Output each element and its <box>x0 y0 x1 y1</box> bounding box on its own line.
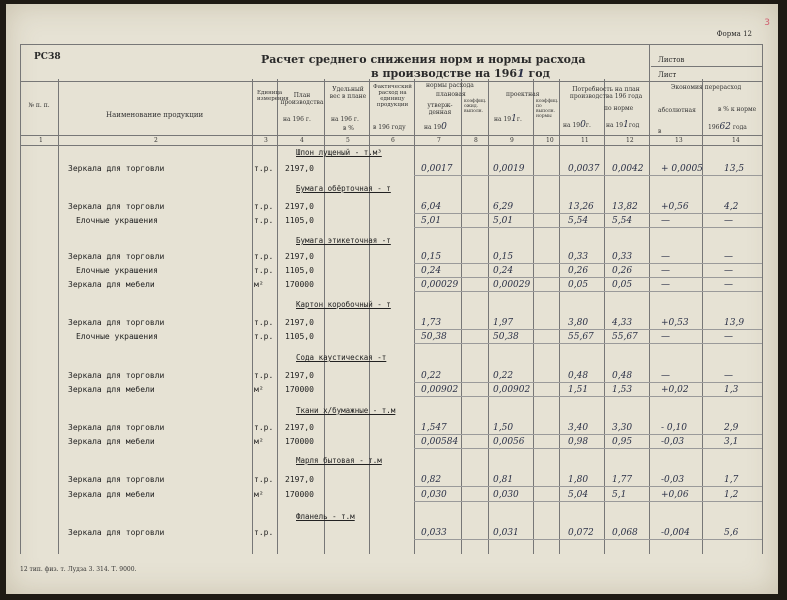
col-line <box>559 79 560 554</box>
col-header-5b: на 196 г. <box>331 116 359 123</box>
col-header-6b: в 196 году <box>373 124 406 131</box>
need-current: 5,54 <box>568 216 589 226</box>
row-rule <box>414 227 762 228</box>
need-projected: 0,068 <box>612 528 638 538</box>
need-projected: 5,1 <box>612 490 627 500</box>
product-name: Зеркала для торговли <box>68 318 165 327</box>
col-line <box>488 79 489 554</box>
row-rule <box>414 434 762 435</box>
economy-percent: — <box>724 266 733 276</box>
col-line <box>762 44 763 554</box>
row-rule <box>414 382 762 383</box>
norm-approved: 1,73 <box>421 318 442 328</box>
col-header-12-suffix: год <box>628 122 640 129</box>
col-header-12-digit: 1 <box>623 120 629 130</box>
product-name: Зеркала для торговли <box>68 202 165 211</box>
norm-approved: 0,00584 <box>421 437 459 447</box>
document-sheet <box>6 4 778 594</box>
col-header-11-digit: 0 <box>580 120 586 130</box>
norm-projected: 0,030 <box>493 490 519 500</box>
plan-value: 2197,0 <box>285 423 314 432</box>
col-line <box>58 79 59 554</box>
title-year-digit: 1 <box>517 67 525 80</box>
need-current: 1,80 <box>568 475 589 485</box>
unit: т.р. <box>254 216 274 225</box>
section-title: Сода каустическая -т <box>296 353 387 362</box>
row-rule <box>414 291 762 292</box>
norm-projected: 0,81 <box>493 475 514 485</box>
norm-projected: 1,50 <box>493 423 514 433</box>
plan-value: 2197,0 <box>285 202 314 211</box>
col-header-8: коэффиц. ожид. выполн. <box>464 99 487 114</box>
col-header-5a: Удельный вес в плане <box>329 86 367 100</box>
column-number: 4 <box>300 137 304 144</box>
section-title: Фланель - т.м <box>296 512 355 521</box>
column-number: 2 <box>154 137 158 144</box>
section-title: Ткани х/бумажные - т.м <box>296 406 396 415</box>
need-projected: 3,30 <box>612 423 633 433</box>
economy-percent: — <box>724 332 733 342</box>
column-number: 13 <box>675 137 683 144</box>
econ-header: Экономия перерасход <box>670 84 742 91</box>
plan-value: 2197,0 <box>285 475 314 484</box>
col-line <box>533 79 534 554</box>
proj-header: проектная <box>506 91 540 98</box>
col-header-12 <box>606 120 639 130</box>
plan-value: 2197,0 <box>285 318 314 327</box>
need-current: 0,98 <box>568 437 589 447</box>
unit: т.р. <box>254 423 274 432</box>
product-name: Елочные украшения <box>76 216 158 225</box>
plan-value: 1105,0 <box>285 216 314 225</box>
col-header-10: коэффиц. по выполн. нормы <box>536 99 559 119</box>
product-name: Зеркала для торговли <box>68 475 165 484</box>
need-projected: 0,26 <box>612 266 633 276</box>
section-title: Бумага этикеточная -т <box>296 236 391 245</box>
need-current: 0,26 <box>568 266 589 276</box>
economy-absolute: - 0,10 <box>661 423 687 433</box>
economy-percent: 5,6 <box>724 528 739 538</box>
column-number: 1 <box>39 137 43 144</box>
column-number: 11 <box>581 137 589 144</box>
col-header-4a: План производства <box>280 92 324 106</box>
product-name: Зеркала для торговли <box>68 371 165 380</box>
norm-projected: 0,15 <box>493 252 514 262</box>
col-header-14b <box>708 122 747 132</box>
col-header-11-text: на 19 <box>563 122 581 129</box>
norm-projected: 0,0019 <box>493 164 525 174</box>
plan-value: 2197,0 <box>285 252 314 261</box>
col-line <box>649 44 650 554</box>
section-title: Шпон лущеный - т.м³ <box>296 148 382 157</box>
col-line <box>414 79 415 554</box>
economy-absolute: -0,03 <box>661 437 685 447</box>
norm-approved: 0,033 <box>421 528 447 538</box>
plan-value: 2197,0 <box>285 371 314 380</box>
col-header-9-suffix: г. <box>516 116 522 123</box>
col-header-14b-suffix: года <box>732 124 747 131</box>
economy-percent: 13,9 <box>724 318 745 328</box>
economy-absolute: — <box>661 266 670 276</box>
column-number: 6 <box>391 137 395 144</box>
need-projected: 4,33 <box>612 318 633 328</box>
row-rule <box>414 329 762 330</box>
norm-projected: 0,22 <box>493 371 514 381</box>
plan-value: 1105,0 <box>285 332 314 341</box>
need-current: 0,48 <box>568 371 589 381</box>
need-current: 55,67 <box>568 332 594 342</box>
col-header-13: абсолютная <box>658 107 696 114</box>
unit: т.р. <box>254 266 274 275</box>
need-projected: 5,54 <box>612 216 633 226</box>
row-rule <box>414 539 762 540</box>
norm-approved: 0,00902 <box>421 385 459 395</box>
economy-absolute: — <box>661 332 670 342</box>
unit: т.р. <box>254 202 274 211</box>
norm-projected: 1,97 <box>493 318 514 328</box>
norm-projected: 50,38 <box>493 332 519 342</box>
economy-percent: 4,2 <box>724 202 739 212</box>
plan-header: плановая <box>436 91 466 98</box>
sheets-label: Листов <box>658 56 685 64</box>
norm-approved: 0,15 <box>421 252 442 262</box>
unit: т.р. <box>254 332 274 341</box>
norm-approved: 1,547 <box>421 423 447 433</box>
col-header-4b: на 196 г. <box>283 116 311 123</box>
need-projected: 0,33 <box>612 252 633 262</box>
economy-percent: 1,2 <box>724 490 739 500</box>
need-current: 3,80 <box>568 318 589 328</box>
col-header-9-digit: 1 <box>511 114 517 124</box>
sheet-box-line <box>651 66 762 67</box>
economy-percent: — <box>724 252 733 262</box>
economy-percent: 1,3 <box>724 385 739 395</box>
unit: т.р. <box>254 318 274 327</box>
need-current: 0,072 <box>568 528 594 538</box>
row-rule <box>414 448 762 449</box>
col-header-7b-text: на 19 <box>424 124 442 131</box>
colhead-bottom-line <box>20 135 762 136</box>
form-code: РСЗ8 <box>34 52 61 62</box>
col-line <box>277 79 278 554</box>
norm-projected: 0,0056 <box>493 437 525 447</box>
plan-value: 2197,0 <box>285 164 314 173</box>
need-current: 5,04 <box>568 490 589 500</box>
need2-header: по норме <box>604 105 634 112</box>
need-current: 0,33 <box>568 252 589 262</box>
column-number: 9 <box>510 137 514 144</box>
unit: т.р. <box>254 475 274 484</box>
economy-percent: — <box>724 371 733 381</box>
header-top-line <box>20 44 762 45</box>
column-number: 12 <box>626 137 634 144</box>
economy-absolute: + 0,0005 <box>661 164 703 174</box>
col-header-9 <box>494 114 522 124</box>
col-header-3: Единица измерения <box>257 90 289 102</box>
unit: т.р. <box>254 371 274 380</box>
product-name: Зеркала для торговли <box>68 528 165 537</box>
row-rule <box>414 343 762 344</box>
economy-absolute: — <box>661 252 670 262</box>
title-suffix: год <box>528 67 550 80</box>
norm-projected: 5,01 <box>493 216 514 226</box>
need-current: 13,26 <box>568 202 594 212</box>
need-projected: 0,0042 <box>612 164 644 174</box>
col-line <box>252 79 253 554</box>
column-number: 10 <box>546 137 554 144</box>
row-rule <box>414 277 762 278</box>
col-header-7b <box>424 122 447 132</box>
economy-percent: 13,5 <box>724 164 745 174</box>
col-header-5c: в % <box>343 125 354 132</box>
col-header-14: в % к норме <box>718 106 757 113</box>
row-rule <box>414 175 762 176</box>
section-title: Картон коробочный - т <box>296 300 391 309</box>
col-line <box>20 44 21 554</box>
norm-projected: 0,00029 <box>493 280 531 290</box>
plan-value: 170000 <box>285 280 314 289</box>
unit: м² <box>254 280 264 289</box>
col-header-2: Наименование продукции <box>106 111 204 119</box>
need-current: 0,0037 <box>568 164 600 174</box>
plan-value: 1105,0 <box>285 266 314 275</box>
economy-absolute: +0,56 <box>661 202 689 212</box>
col-header-7a: утверж-денная <box>427 102 453 116</box>
economy-percent: 2,9 <box>724 423 739 433</box>
economy-absolute: — <box>661 216 670 226</box>
unit: м² <box>254 437 264 446</box>
product-name: Зеркала для мебели <box>68 280 155 289</box>
economy-percent: 1,7 <box>724 475 739 485</box>
col-header-6a: Фактический расход на единицу продукции <box>373 84 412 108</box>
need-projected: 0,05 <box>612 280 633 290</box>
col-line <box>461 79 462 554</box>
title-line2-text: в производстве на 196 <box>371 67 517 80</box>
plan-value: 170000 <box>285 385 314 394</box>
norm-projected: 0,00902 <box>493 385 531 395</box>
norm-approved: 50,38 <box>421 332 447 342</box>
unit: т.р. <box>254 528 274 537</box>
product-name: Зеркала для торговли <box>68 252 165 261</box>
norm-projected: 6,29 <box>493 202 514 212</box>
economy-percent: 3,1 <box>724 437 739 447</box>
unit: т.р. <box>254 164 274 173</box>
need-projected: 1,53 <box>612 385 633 395</box>
need-current: 3,40 <box>568 423 589 433</box>
need-projected: 0,48 <box>612 371 633 381</box>
col-header-1: № п. п. <box>28 102 50 109</box>
plan-value: 170000 <box>285 490 314 499</box>
section-title: Марля бытовая - т.м <box>296 456 382 465</box>
norm-projected: 0,24 <box>493 266 514 276</box>
norm-approved: 0,22 <box>421 371 442 381</box>
norms-header: нормы расхода <box>426 82 474 89</box>
col-line <box>702 79 703 554</box>
economy-absolute: +0,02 <box>661 385 689 395</box>
norm-approved: 5,01 <box>421 216 442 226</box>
col-header-12-text: на 19 <box>606 122 624 129</box>
column-number: 14 <box>732 137 740 144</box>
row-rule <box>414 396 762 397</box>
col-header-9-text: на 19 <box>494 116 512 123</box>
col-header-11-suffix: г. <box>585 122 591 129</box>
section-title: Бумага обёрточная - т <box>296 184 391 193</box>
title-line1: Расчет среднего снижения норм и нормы расхода <box>261 53 586 66</box>
product-name: Зеркала для мебели <box>68 385 155 394</box>
need-header: Потребность на план производства 196 года <box>569 86 643 100</box>
product-name: Елочные украшения <box>76 332 158 341</box>
economy-absolute: -0,03 <box>661 475 685 485</box>
column-number: 8 <box>474 137 478 144</box>
product-name: Зеркала для мебели <box>68 490 155 499</box>
product-name: Зеркала для торговли <box>68 423 165 432</box>
norm-projected: 0,031 <box>493 528 519 538</box>
need-current: 0,05 <box>568 280 589 290</box>
product-name: Зеркала для торговли <box>68 164 165 173</box>
need-projected: 13,82 <box>612 202 638 212</box>
economy-percent: — <box>724 280 733 290</box>
row-rule <box>414 263 762 264</box>
norm-approved: 0,030 <box>421 490 447 500</box>
economy-absolute: — <box>661 371 670 381</box>
need-current: 1,51 <box>568 385 589 395</box>
norm-approved: 6,04 <box>421 202 442 212</box>
need-projected: 55,67 <box>612 332 638 342</box>
form-label: Форма 12 <box>716 30 752 38</box>
colnum-bottom-line <box>20 145 762 146</box>
header-bottom-line <box>20 81 762 82</box>
economy-absolute: +0,06 <box>661 490 689 500</box>
column-number: 5 <box>346 137 350 144</box>
economy-absolute: — <box>661 280 670 290</box>
norm-approved: 0,24 <box>421 266 442 276</box>
norm-approved: 0,0017 <box>421 164 453 174</box>
col-header-13b: в <box>658 128 662 135</box>
row-rule <box>414 501 762 502</box>
col-header-14b-digit: 62 <box>719 122 731 132</box>
page-number: 3 <box>764 18 770 28</box>
col-header-14b-text: 196 <box>708 124 720 131</box>
norm-approved: 0,82 <box>421 475 442 485</box>
column-number: 3 <box>264 137 268 144</box>
economy-percent: — <box>724 216 733 226</box>
col-header-7b-digit: 0 <box>441 122 447 132</box>
row-rule <box>414 486 762 487</box>
unit: м² <box>254 490 264 499</box>
economy-absolute: -0,004 <box>661 528 690 538</box>
list-label: Лист <box>658 71 677 79</box>
product-name: Елочные украшения <box>76 266 158 275</box>
footer-imprint: 12 тип. физ. т. Лудза 3. 314. Т. 9000. <box>20 566 137 573</box>
plan-value: 170000 <box>285 437 314 446</box>
unit: м² <box>254 385 264 394</box>
col-line <box>604 79 605 554</box>
economy-absolute: +0,53 <box>661 318 689 328</box>
norm-approved: 0,00029 <box>421 280 459 290</box>
need-projected: 0,95 <box>612 437 633 447</box>
product-name: Зеркала для мебели <box>68 437 155 446</box>
col-header-11 <box>563 120 591 130</box>
unit: т.р. <box>254 252 274 261</box>
column-number: 7 <box>437 137 441 144</box>
need-projected: 1,77 <box>612 475 633 485</box>
row-rule <box>414 213 762 214</box>
